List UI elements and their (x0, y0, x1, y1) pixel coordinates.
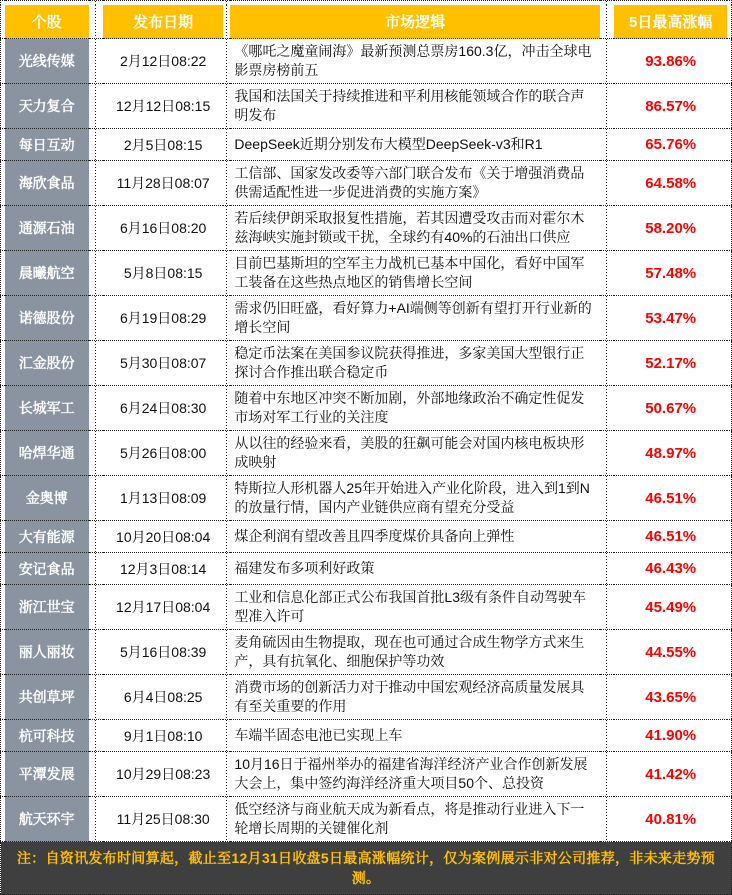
column-gutter (89, 752, 103, 797)
table-row (1, 206, 732, 251)
gain-value-cell: 41.90% (614, 720, 727, 752)
stock-name-cell: 金奥博 (5, 476, 89, 521)
column-gutter (223, 296, 230, 341)
column-gutter (600, 296, 614, 341)
right-gutter (727, 720, 731, 752)
table-row (1, 521, 732, 553)
right-gutter (727, 752, 731, 797)
table-row (1, 553, 732, 585)
column-gutter (223, 206, 230, 251)
right-gutter (727, 251, 731, 296)
table-row (1, 129, 732, 161)
publish-date-cell: 6月4日08:25 (103, 675, 223, 720)
publish-date-cell: 1月13日08:09 (103, 476, 223, 521)
gain-value-cell: 46.51% (614, 476, 727, 521)
gain-value-cell: 44.55% (614, 630, 727, 675)
publish-date-cell: 12月3日08:14 (103, 553, 223, 585)
column-gutter (89, 341, 103, 386)
market-logic-cell: 特斯拉人形机器人25年开始进入产业化阶段，进入到1到N的放量行情，国内产业链供应商有望充分受益 (230, 476, 600, 521)
right-gutter (727, 84, 731, 129)
table-row (1, 251, 732, 296)
stock-name-cell: 光线传媒 (5, 39, 89, 84)
publish-date-cell: 5月8日08:15 (103, 251, 223, 296)
publish-date-cell: 9月1日08:10 (103, 720, 223, 752)
column-gutter (600, 341, 614, 386)
market-logic-cell: 若后续伊朗采取报复性措施，若其因遭受攻击而对霍尔木兹海峡实施封锁或干扰，全球约有40%的石油出口供应 (230, 206, 600, 251)
stock-name-cell: 平潭发展 (5, 752, 89, 797)
header-row (1, 5, 732, 39)
gain-value-cell: 64.58% (614, 161, 727, 206)
column-gutter (89, 553, 103, 585)
column-gutter (223, 797, 230, 842)
publish-date-cell: 6月24日08:30 (103, 386, 223, 431)
table-row (1, 630, 732, 675)
right-gutter (727, 39, 731, 84)
gain-value-cell: 65.76% (614, 129, 727, 161)
publish-date-cell: 2月12日08:22 (103, 39, 223, 84)
column-gutter (89, 5, 103, 39)
right-gutter (727, 341, 731, 386)
column-header-gain: 5日最高涨幅 (614, 5, 727, 39)
stock-name-cell: 通源石油 (5, 206, 89, 251)
column-gutter (89, 675, 103, 720)
column-gutter (600, 553, 614, 585)
column-gutter (223, 251, 230, 296)
gain-value-cell: 50.67% (614, 386, 727, 431)
column-gutter (89, 431, 103, 476)
publish-date-cell: 5月26日08:00 (103, 431, 223, 476)
column-gutter (223, 84, 230, 129)
column-gutter (223, 341, 230, 386)
market-logic-cell: 稳定币法案在美国参议院获得推进，多家美国大型银行正探讨合作推出联合稳定币 (230, 341, 600, 386)
publish-date-cell: 6月16日08:20 (103, 206, 223, 251)
publish-date-cell: 5月16日08:39 (103, 630, 223, 675)
stock-name-cell: 丽人丽妆 (5, 630, 89, 675)
column-header-date: 发布日期 (103, 5, 223, 39)
table-row (1, 476, 732, 521)
column-gutter (223, 39, 230, 84)
column-gutter (223, 720, 230, 752)
stock-name-cell: 大有能源 (5, 521, 89, 553)
right-gutter (727, 5, 731, 39)
column-gutter (89, 39, 103, 84)
gain-value-cell: 53.47% (614, 296, 727, 341)
stock-name-cell: 晨曦航空 (5, 251, 89, 296)
stock-name-cell: 天力复合 (5, 84, 89, 129)
publish-date-cell: 11月28日08:07 (103, 161, 223, 206)
column-gutter (600, 752, 614, 797)
column-gutter (89, 129, 103, 161)
column-header-stock: 个股 (5, 5, 89, 39)
stock-name-cell: 航天环宇 (5, 797, 89, 842)
stock-name-cell: 诺德股份 (5, 296, 89, 341)
footnote-text: 注：自资讯发布时间算起，截止至12月31日收盘5日最高涨幅统计，仅为案例展示非对公司推荐，非未来走势预测。 (1, 842, 732, 895)
column-gutter (600, 521, 614, 553)
stock-name-cell: 浙江世宝 (5, 585, 89, 630)
publish-date-cell: 12月12日08:15 (103, 84, 223, 129)
gain-value-cell: 46.51% (614, 521, 727, 553)
column-gutter (223, 129, 230, 161)
market-logic-cell: 我国和法国关于持续推进和平利用核能领域合作的联合声明发布 (230, 84, 600, 129)
column-gutter (600, 5, 614, 39)
column-gutter (600, 630, 614, 675)
market-logic-cell: 从以往的经验来看，美股的狂飙可能会对国内核电板块形成映射 (230, 431, 600, 476)
right-gutter (727, 386, 731, 431)
column-gutter (89, 386, 103, 431)
table-row (1, 720, 732, 752)
table-row (1, 296, 732, 341)
stock-name-cell: 安记食品 (5, 553, 89, 585)
column-gutter (89, 476, 103, 521)
table-row (1, 431, 732, 476)
column-gutter (223, 431, 230, 476)
column-gutter (89, 720, 103, 752)
table-row (1, 797, 732, 842)
column-gutter (600, 39, 614, 84)
column-gutter (223, 5, 230, 39)
column-gutter (89, 161, 103, 206)
market-logic-cell: 《哪吒之魔童闹海》最新预测总票房160.3亿，冲击全球电影票房榜前五 (230, 39, 600, 84)
market-logic-cell: 工业和信息化部正式公布我国首批L3级有条件自动驾驶车型准入许可 (230, 585, 600, 630)
right-gutter (727, 161, 731, 206)
column-gutter (600, 720, 614, 752)
column-gutter (89, 206, 103, 251)
gain-value-cell: 58.20% (614, 206, 727, 251)
column-gutter (89, 797, 103, 842)
column-gutter (223, 585, 230, 630)
column-gutter (89, 521, 103, 553)
stock-name-cell: 杭可科技 (5, 720, 89, 752)
column-gutter (223, 553, 230, 585)
column-gutter (223, 752, 230, 797)
gain-value-cell: 57.48% (614, 251, 727, 296)
stock-name-cell: 汇金股份 (5, 341, 89, 386)
table-row (1, 161, 732, 206)
market-logic-cell: 消费市场的创新活力对于推动中国宏观经济高质量发展具有至关重要的作用 (230, 675, 600, 720)
publish-date-cell: 10月29日08:23 (103, 752, 223, 797)
column-gutter (600, 84, 614, 129)
column-gutter (600, 386, 614, 431)
column-gutter (89, 251, 103, 296)
column-gutter (223, 476, 230, 521)
column-gutter (223, 386, 230, 431)
right-gutter (727, 476, 731, 521)
column-gutter (600, 129, 614, 161)
column-gutter (600, 675, 614, 720)
gain-value-cell: 48.97% (614, 431, 727, 476)
stock-name-cell: 哈焊华通 (5, 431, 89, 476)
market-logic-cell: 需求仍旧旺盛，看好算力+AI端侧等创新有望打开行业新的增长空间 (230, 296, 600, 341)
gain-value-cell: 43.65% (614, 675, 727, 720)
gain-value-cell: 45.49% (614, 585, 727, 630)
column-gutter (223, 161, 230, 206)
right-gutter (727, 296, 731, 341)
column-header-logic: 市场逻辑 (230, 5, 600, 39)
column-gutter (600, 206, 614, 251)
market-logic-cell: 工信部、国家发改委等六部门联合发布《关于增强消费品供需适配性进一步促进消费的实施方案》 (230, 161, 600, 206)
table-row (1, 341, 732, 386)
right-gutter (727, 553, 731, 585)
market-logic-cell: 车端半固态电池已实现上车 (230, 720, 600, 752)
right-gutter (727, 206, 731, 251)
table-row (1, 386, 732, 431)
column-gutter (89, 296, 103, 341)
market-logic-cell: 目前巴基斯坦的空军主力战机已基本中国化，看好中国军工装备在这些热点地区的销售增长空间 (230, 251, 600, 296)
column-gutter (600, 797, 614, 842)
table-row (1, 585, 732, 630)
right-gutter (727, 521, 731, 553)
stock-name-cell: 海欣食品 (5, 161, 89, 206)
market-logic-cell: 随着中东地区冲突不断加剧，外部地缘政治不确定性促发市场对军工行业的关注度 (230, 386, 600, 431)
publish-date-cell: 2月5日08:15 (103, 129, 223, 161)
column-gutter (600, 251, 614, 296)
table-row (1, 84, 732, 129)
column-gutter (89, 84, 103, 129)
market-logic-cell: 低空经济与商业航天成为新看点，将是推动行业进入下一轮增长周期的关键催化剂 (230, 797, 600, 842)
column-gutter (600, 431, 614, 476)
stock-name-cell: 共创草坪 (5, 675, 89, 720)
market-logic-cell: 福建发布多项利好政策 (230, 553, 600, 585)
publish-date-cell: 6月19日08:29 (103, 296, 223, 341)
stock-name-cell: 长城军工 (5, 386, 89, 431)
column-gutter (89, 585, 103, 630)
column-gutter (600, 161, 614, 206)
market-logic-cell: DeepSeek近期分别发布大模型DeepSeek-v3和R1 (230, 129, 600, 161)
right-gutter (727, 129, 731, 161)
publish-date-cell: 5月30日08:07 (103, 341, 223, 386)
stock-name-cell: 每日互动 (5, 129, 89, 161)
gain-value-cell: 41.42% (614, 752, 727, 797)
gain-value-cell: 93.86% (614, 39, 727, 84)
market-logic-cell: 麦角硫因由生物提取，现在也可通过合成生物学方式来生产，具有抗氧化、细胞保护等功效 (230, 630, 600, 675)
right-gutter (727, 797, 731, 842)
right-gutter (727, 585, 731, 630)
column-gutter (89, 630, 103, 675)
market-logic-cell: 煤企利润有望改善且四季度煤价具备向上弹性 (230, 521, 600, 553)
column-gutter (223, 630, 230, 675)
right-gutter (727, 630, 731, 675)
table-row (1, 39, 732, 84)
market-logic-cell: 10月16日于福州举办的福建省海洋经济产业合作创新发展大会上，集中签约海洋经济重大项目50个、总投资 (230, 752, 600, 797)
column-gutter (600, 476, 614, 521)
table-row (1, 675, 732, 720)
column-gutter (600, 585, 614, 630)
column-gutter (223, 521, 230, 553)
publish-date-cell: 12月17日08:04 (103, 585, 223, 630)
gain-value-cell: 46.43% (614, 553, 727, 585)
gain-value-cell: 86.57% (614, 84, 727, 129)
gain-value-cell: 52.17% (614, 341, 727, 386)
publish-date-cell: 10月20日08:04 (103, 521, 223, 553)
footnote-row (1, 842, 732, 895)
publish-date-cell: 11月25日08:30 (103, 797, 223, 842)
gain-value-cell: 40.81% (614, 797, 727, 842)
right-gutter (727, 675, 731, 720)
column-gutter (223, 675, 230, 720)
right-gutter (727, 431, 731, 476)
table-row (1, 752, 732, 797)
